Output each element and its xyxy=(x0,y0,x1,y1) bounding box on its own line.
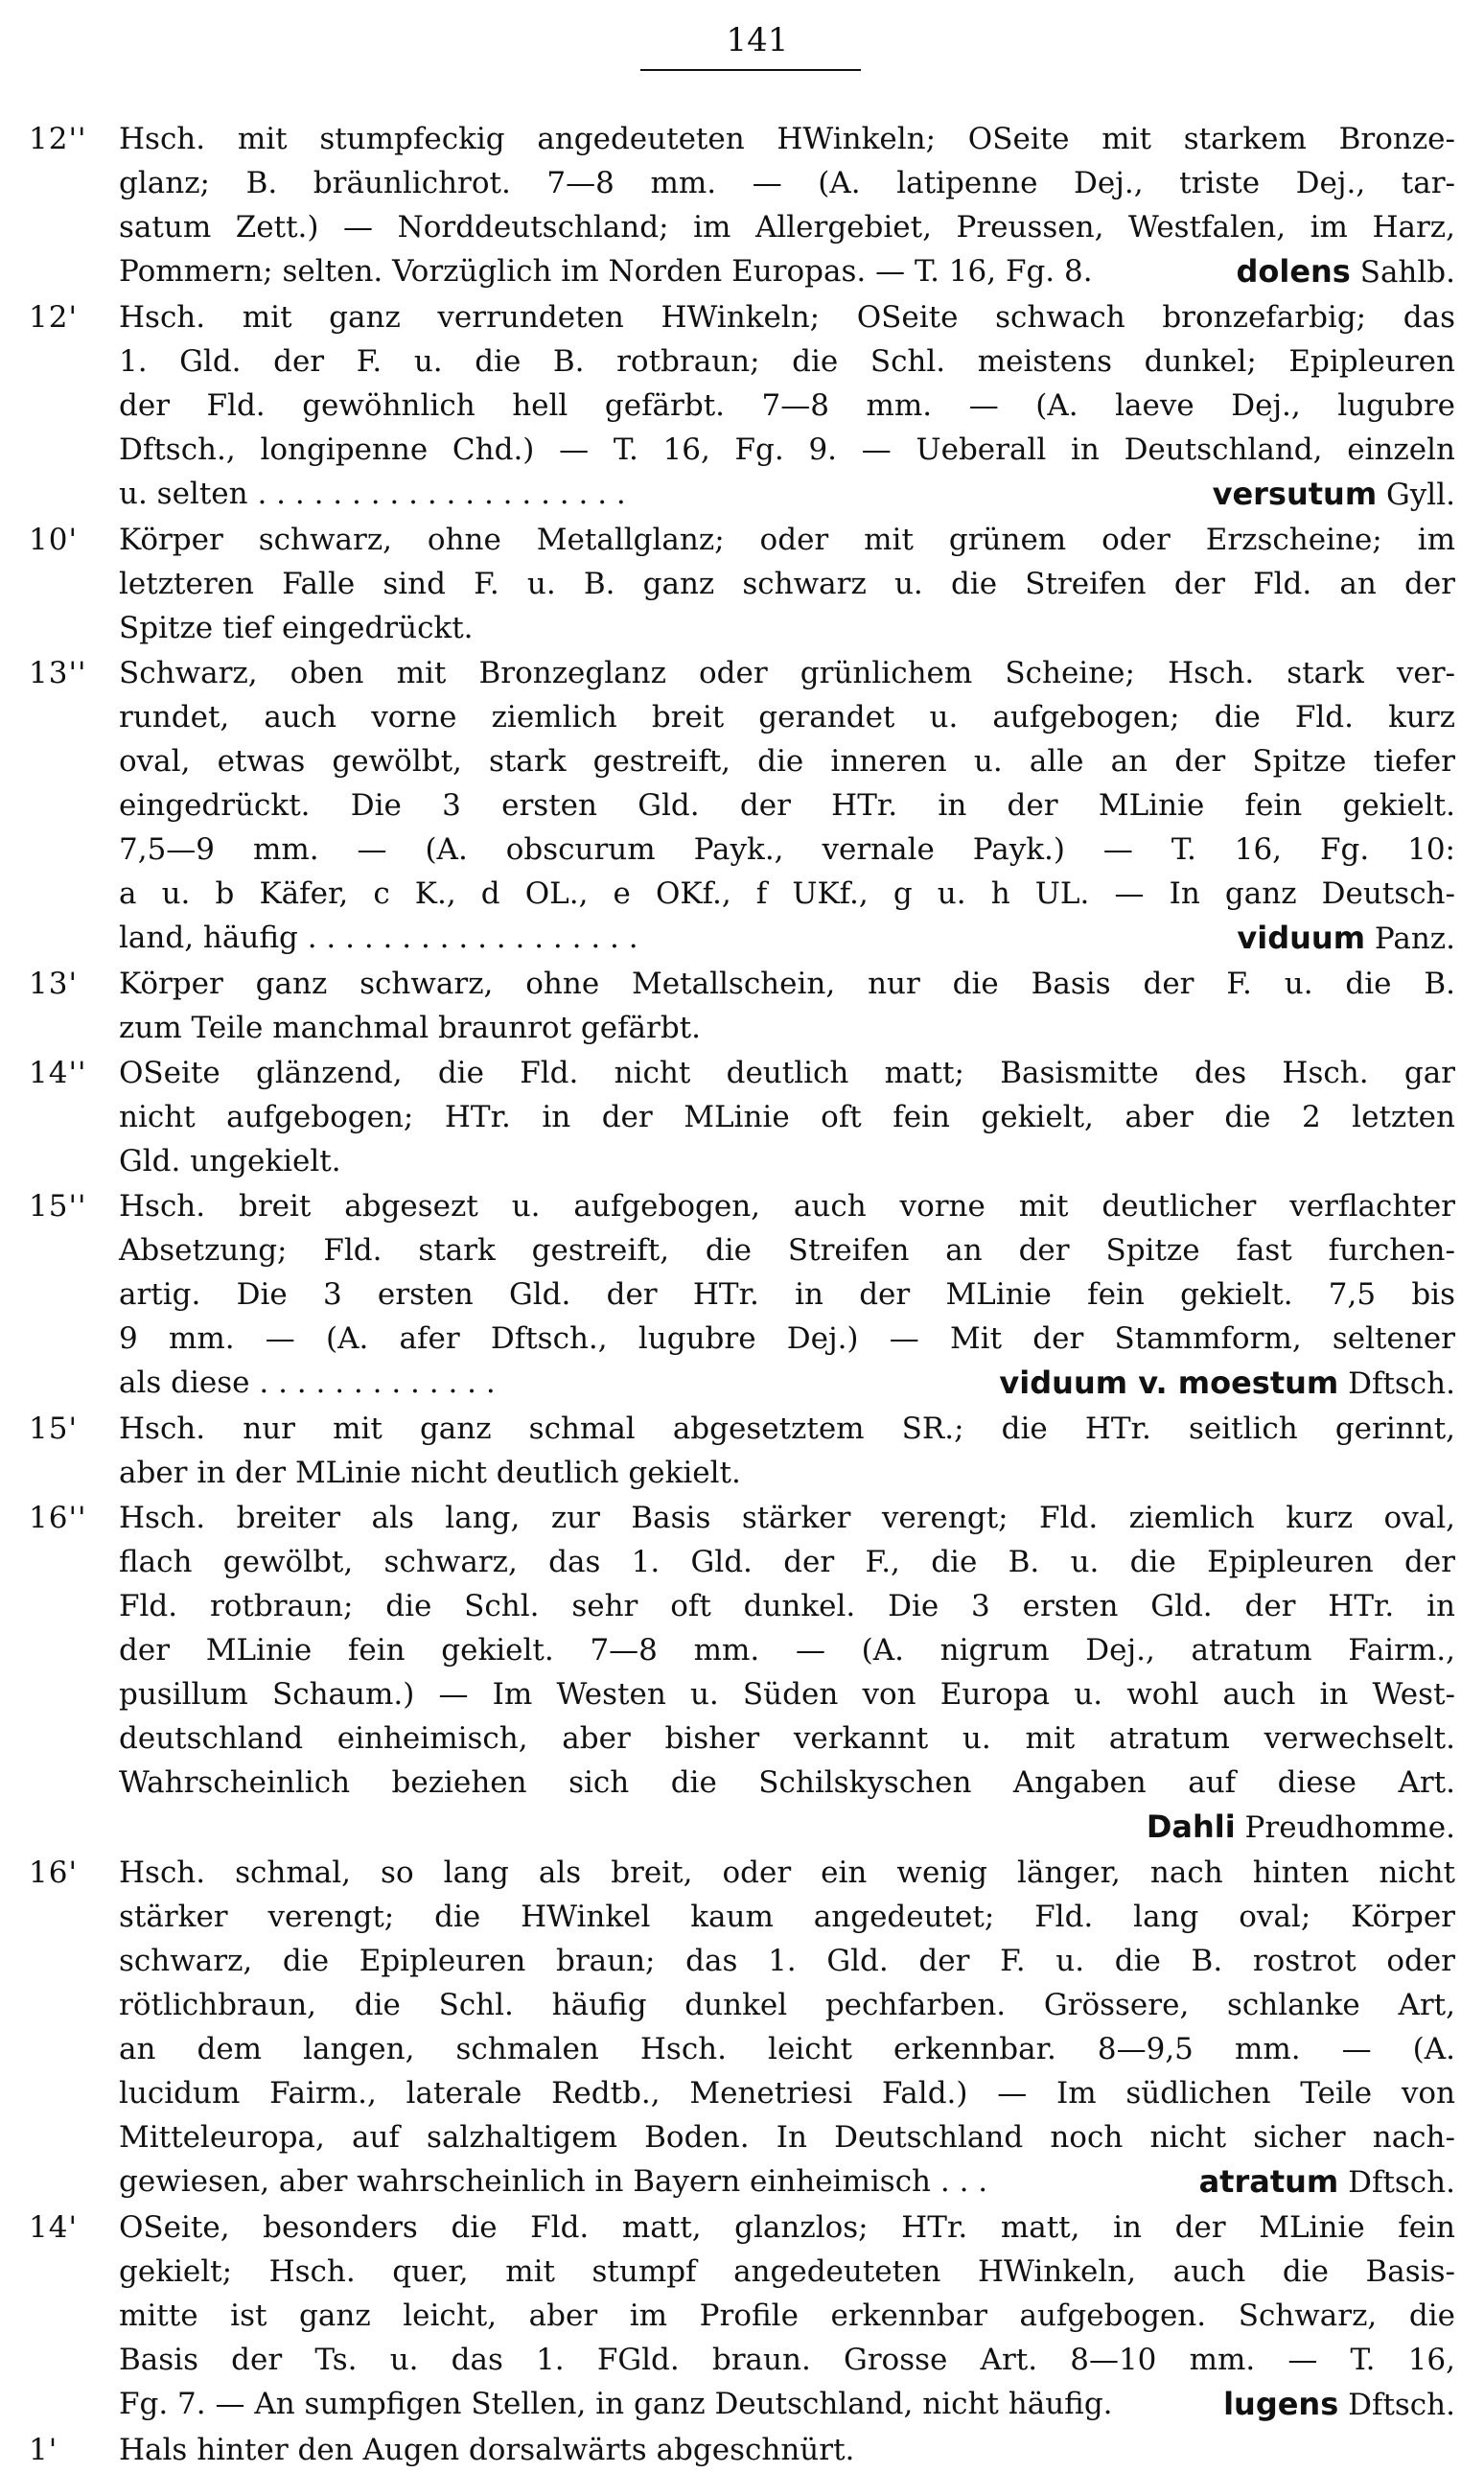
key-entry xyxy=(29,2205,1455,2427)
key-line: a u. b Käfer, c K., d OL., e OKf., f UKf., g u. h UL. — In ganz Deutsch- xyxy=(119,876,1455,911)
key-line-text: land, häufig . . . . . . . . . . . . . . . . . . xyxy=(119,921,638,955)
key-entries xyxy=(29,117,1455,2473)
species-label xyxy=(1223,2382,1455,2427)
key-line: Hals hinter den Augen dorsalwärts abgeschnürt. xyxy=(119,2433,855,2467)
species-label xyxy=(1237,916,1455,961)
species-author: Gyll. xyxy=(1386,478,1455,512)
couplet-number: 13' xyxy=(29,967,78,1001)
key-line-text: gewiesen, aber wahrscheinlich in Bayern einheimisch . . . xyxy=(119,2164,988,2199)
couplet-number: 12'' xyxy=(29,122,87,156)
key-entry xyxy=(29,1407,1455,1495)
key-line: schwarz, die Epipleuren braun; das 1. Gld. der F. u. die B. rostrot oder xyxy=(119,1944,1455,1978)
key-line: Mitteleuropa, auf salzhaltigem Boden. In Deutschland noch nicht sicher nach- xyxy=(119,2120,1455,2155)
key-line-text: Fg. 7. — An sumpfigen Stellen, in ganz Deutschland, nicht häufig. xyxy=(119,2387,1113,2421)
species-label xyxy=(999,1361,1455,1406)
species-name: Dahli xyxy=(1146,1808,1236,1845)
key-line: aber in der MLinie nicht deutlich gekielt. xyxy=(119,1456,741,1490)
key-line: Spitze tief eingedrückt. xyxy=(119,611,474,645)
couplet-number: 13'' xyxy=(29,656,87,690)
couplet-number: 14' xyxy=(29,2210,78,2245)
key-line-text: Pommern; selten. Vorzüglich im Norden Europas. — T. 16, Fg. 8. xyxy=(119,254,1093,289)
key-entry xyxy=(29,1184,1455,1406)
key-line: Hsch. breiter als lang, zur Basis stärker verengt; Fld. ziemlich kurz oval, xyxy=(119,1501,1455,1535)
key-line: an dem langen, schmalen Hsch. leicht erkennbar. 8—9,5 mm. — (A. xyxy=(119,2032,1455,2066)
key-line: Hsch. mit stumpfeckig angedeuteten HWinkeln; OSeite mit starkem Bronze- xyxy=(119,122,1455,156)
key-line-with-species xyxy=(119,1361,1455,1406)
species-name: lugens xyxy=(1223,2386,1339,2422)
species-label xyxy=(1147,1805,1455,1850)
key-line: letzteren Falle sind F. u. B. ganz schwarz u. die Streifen der Fld. an der xyxy=(119,567,1455,601)
species-name: atratum xyxy=(1198,2163,1339,2200)
couplet-number: 16'' xyxy=(29,1501,87,1535)
species-name: viduum xyxy=(1237,920,1366,956)
key-line: flach gewölbt, schwarz, das 1. Gld. der F., die B. u. die Epipleuren der xyxy=(119,1545,1455,1579)
key-line: stärker verengt; die HWinkel kaum angedeutet; Fld. lang oval; Körper xyxy=(119,1900,1455,1934)
key-line-with-species xyxy=(119,249,1455,294)
key-entry xyxy=(29,1851,1455,2205)
couplet-number: 12' xyxy=(29,300,78,335)
key-line: Basis der Ts. u. das 1. FGld. braun. Grosse Art. 8—10 mm. — T. 16, xyxy=(119,2343,1455,2377)
species-author: Sahlb. xyxy=(1359,255,1455,290)
species-author: Preudhomme. xyxy=(1244,1810,1455,1845)
key-line-text: als diese . . . . . . . . . . . . . xyxy=(119,1365,496,1400)
key-line: Gld. ungekielt. xyxy=(119,1144,341,1178)
key-line: rötlichbraun, die Schl. häufig dunkel pechfarben. Grössere, schlanke Art, xyxy=(119,1988,1455,2022)
species-author: Dftsch. xyxy=(1348,1366,1455,1401)
couplet-number: 15' xyxy=(29,1411,78,1446)
key-line: lucidum Fairm., laterale Redtb., Menetriesi Fald.) — Im südlichen Teile von xyxy=(119,2076,1455,2111)
key-line: satum Zett.) — Norddeutschland; im Allergebiet, Preussen, Westfalen, im Harz, xyxy=(119,210,1455,245)
key-line: Absetzung; Fld. stark gestreift, die Streifen an der Spitze fast furchen- xyxy=(119,1233,1455,1268)
key-entry xyxy=(29,651,1455,961)
key-line: Hsch. breit abgesezt u. aufgebogen, auch vorne mit deutlicher verflachter xyxy=(119,1189,1455,1224)
key-line-with-species xyxy=(119,2382,1455,2427)
species-label xyxy=(1199,2159,1455,2205)
couplet-number: 1' xyxy=(29,2433,58,2467)
key-line: eingedrückt. Die 3 ersten Gld. der HTr. in der MLinie fein gekielt. xyxy=(119,788,1455,823)
couplet-number: 14'' xyxy=(29,1056,87,1090)
key-line: deutschland einheimisch, aber bisher verkannt u. mit atratum verwechselt. xyxy=(119,1721,1455,1756)
key-line: Fld. rotbraun; die Schl. sehr oft dunkel. Die 3 ersten Gld. der HTr. in xyxy=(119,1589,1455,1623)
key-line: Hsch. nur mit ganz schmal abgesetztem SR.; die HTr. seitlich gerinnt, xyxy=(119,1411,1455,1446)
species-name: dolens xyxy=(1236,253,1351,290)
key-entry xyxy=(29,518,1455,650)
key-entry xyxy=(29,2428,1455,2472)
key-line: 9 mm. — (A. afer Dftsch., lugubre Dej.) — Mit der Stammform, seltener xyxy=(119,1321,1455,1356)
couplet-number: 15'' xyxy=(29,1189,87,1224)
key-line: Schwarz, oben mit Bronzeglanz oder grünlichem Scheine; Hsch. stark ver- xyxy=(119,656,1455,690)
species-name: viduum v. moestum xyxy=(999,1365,1339,1401)
key-line: oval, etwas gewölbt, stark gestreift, die inneren u. alle an der Spitze tiefer xyxy=(119,744,1455,779)
key-line: Hsch. schmal, so lang als breit, oder ein wenig länger, nach hinten nicht xyxy=(119,1855,1455,1890)
key-line-with-species xyxy=(119,1805,1455,1850)
key-line-with-species xyxy=(119,472,1455,517)
key-line: Wahrscheinlich beziehen sich die Schilskyschen Angaben auf diese Art. xyxy=(119,1765,1455,1800)
key-line: Körper schwarz, ohne Metallglanz; oder mit grünem oder Erzscheine; im xyxy=(119,523,1455,557)
key-line: Körper ganz schwarz, ohne Metallschein, nur die Basis der F. u. die B. xyxy=(119,967,1455,1001)
key-line: rundet, auch vorne ziemlich breit gerandet u. aufgebogen; die Fld. kurz xyxy=(119,700,1455,735)
key-line: nicht aufgebogen; HTr. in der MLinie oft fein gekielt, aber die 2 letzten xyxy=(119,1100,1455,1134)
key-line: OSeite glänzend, die Fld. nicht deutlich matt; Basismitte des Hsch. gar xyxy=(119,1056,1455,1090)
key-line-text xyxy=(119,1805,1147,1850)
key-line: glanz; B. bräunlichrot. 7—8 mm. — (A. latipenne Dej., triste Dej., tar- xyxy=(119,166,1455,200)
key-line: pusillum Schaum.) — Im Westen u. Süden von Europa u. wohl auch in West- xyxy=(119,1677,1455,1712)
couplet-number: 16' xyxy=(29,1855,78,1890)
key-line-with-species xyxy=(119,916,1455,961)
key-line: artig. Die 3 ersten Gld. der HTr. in der MLinie fein gekielt. 7,5 bis xyxy=(119,1277,1455,1312)
species-label xyxy=(1213,472,1455,517)
page-number: 141 xyxy=(726,21,789,59)
key-entry xyxy=(29,1496,1455,1850)
key-line: mitte ist ganz leicht, aber im Profile erkennbar aufgebogen. Schwarz, die xyxy=(119,2298,1455,2333)
key-line: Dftsch., longipenne Chd.) — T. 16, Fg. 9. — Ueberall in Deutschland, einzeln xyxy=(119,432,1455,467)
species-author: Dftsch. xyxy=(1348,2388,1455,2422)
key-line: OSeite, besonders die Fld. matt, glanzlos; HTr. matt, in der MLinie fein xyxy=(119,2210,1455,2245)
key-line-text: u. selten . . . . . . . . . . . . . . . . . . . . xyxy=(119,477,626,511)
key-entry xyxy=(29,1051,1455,1183)
key-entry xyxy=(29,295,1455,517)
key-entry xyxy=(29,962,1455,1050)
key-line: der MLinie fein gekielt. 7—8 mm. — (A. nigrum Dej., atratum Fairm., xyxy=(119,1633,1455,1668)
key-line: 1. Gld. der F. u. die B. rotbraun; die Schl. meistens dunkel; Epipleuren xyxy=(119,344,1455,379)
key-line: 7,5—9 mm. — (A. obscurum Payk., vernale Payk.) — T. 16, Fg. 10: xyxy=(119,832,1455,867)
species-label xyxy=(1236,249,1455,294)
species-author: Panz. xyxy=(1374,922,1455,956)
key-line: gekielt; Hsch. quer, mit stumpf angedeuteten HWinkeln, auch die Basis- xyxy=(119,2254,1455,2289)
species-name: versutum xyxy=(1212,476,1378,512)
key-line-with-species xyxy=(119,2159,1455,2205)
key-line: Hsch. mit ganz verrundeten HWinkeln; OSeite schwach bronzefarbig; das xyxy=(119,300,1455,335)
header-rule xyxy=(640,69,861,71)
couplet-number: 10' xyxy=(29,523,78,557)
species-author: Dftsch. xyxy=(1348,2165,1455,2200)
key-entry xyxy=(29,117,1455,294)
key-line: zum Teile manchmal braunrot gefärbt. xyxy=(119,1011,701,1045)
key-line: der Fld. gewöhnlich hell gefärbt. 7—8 mm. — (A. laeve Dej., lugubre xyxy=(119,388,1455,423)
